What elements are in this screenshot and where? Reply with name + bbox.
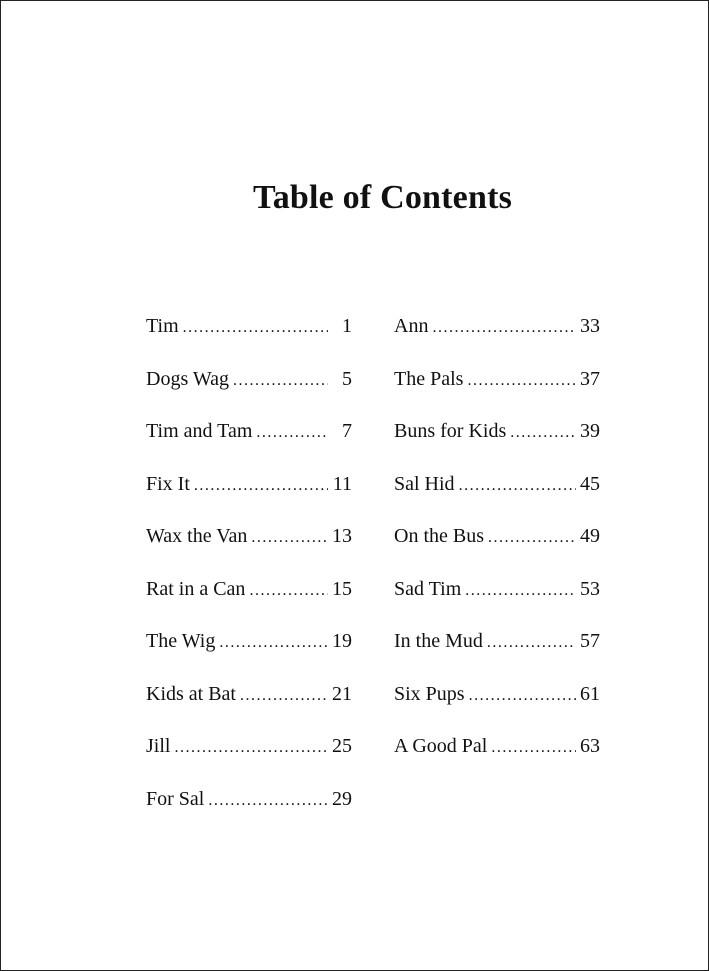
toc-entry-page: 37: [580, 367, 600, 390]
dot-leader: [488, 521, 576, 555]
toc-entry-title: Sad Tim: [394, 577, 462, 600]
toc-entry-title: The Pals: [394, 367, 464, 390]
toc-entry-title: A Good Pal: [394, 735, 488, 757]
toc-entry-page: 33: [580, 315, 600, 337]
toc-entry-title: Tim and Tam: [146, 420, 253, 442]
toc-entry: [394, 572, 600, 625]
page-title: Table of Contents: [252, 179, 513, 216]
toc-entry: [146, 677, 352, 730]
dot-leader: [256, 416, 328, 450]
toc-entry-page: 61: [580, 682, 600, 705]
toc-entry-title: Wax the Van: [146, 525, 248, 547]
toc-entry-page: 5: [342, 367, 352, 390]
dot-leader: [208, 784, 328, 818]
toc-entry: [394, 362, 600, 415]
dot-leader: [251, 521, 328, 555]
dot-leader: [432, 311, 576, 345]
toc-entry: [394, 467, 600, 520]
toc-entry-page: 45: [580, 472, 600, 495]
dot-leader: [469, 679, 576, 713]
toc-entry: [146, 729, 352, 782]
toc-entry-page: 39: [580, 420, 600, 442]
toc-entry: [146, 362, 352, 415]
dot-leader: [465, 574, 576, 608]
toc-entry-page: 21: [332, 682, 352, 705]
toc-entry-title: Kids at Bat: [146, 682, 236, 705]
toc-entry-title: Six Pups: [394, 682, 465, 705]
toc-entry-page: 19: [332, 630, 352, 652]
toc-entry-page: 63: [580, 735, 600, 757]
dot-leader: [240, 679, 328, 713]
toc-entry: [146, 414, 352, 467]
toc-entry: [146, 519, 352, 572]
toc-entry-page: 15: [332, 577, 352, 600]
toc-entry-page: 13: [332, 525, 352, 547]
dot-leader: [174, 731, 328, 765]
toc-entry: [146, 467, 352, 520]
toc-entry: [146, 309, 352, 362]
toc-entry: [146, 782, 352, 835]
toc-entry-title: Sal Hid: [394, 472, 455, 495]
toc-entry-page: 53: [580, 577, 600, 600]
dot-leader: [491, 731, 576, 765]
toc-entry-title: Tim: [146, 315, 179, 337]
toc-entry-page: 25: [332, 735, 352, 757]
toc-entry-page: 7: [342, 420, 352, 442]
dot-leader: [219, 626, 328, 660]
toc-entry: [146, 624, 352, 677]
toc-entry-title: Fix It: [146, 472, 190, 495]
toc-entry-page: 49: [580, 525, 600, 547]
toc-column-left: [146, 309, 352, 834]
dot-leader: [459, 469, 576, 503]
toc-entry-title: On the Bus: [394, 525, 484, 547]
toc-entry-title: Jill: [146, 735, 171, 757]
toc-entry: [394, 729, 600, 782]
toc-entry-title: The Wig: [146, 630, 216, 652]
toc-entry-page: 57: [580, 630, 600, 652]
toc-entry-page: 11: [332, 472, 352, 495]
toc-entry: [394, 309, 600, 362]
toc-entry-page: 29: [332, 787, 352, 810]
dot-leader: [183, 311, 328, 345]
toc-entry-title: In the Mud: [394, 630, 483, 652]
toc-entry-title: Buns for Kids: [394, 420, 507, 442]
toc-entry-title: For Sal: [146, 787, 205, 810]
toc-entry: [394, 519, 600, 572]
toc-entry: [394, 414, 600, 467]
toc-column-right: [394, 309, 600, 782]
dot-leader: [233, 364, 328, 398]
dot-leader: [194, 469, 328, 503]
toc-entry: [394, 624, 600, 677]
toc-entry-title: Rat in a Can: [146, 577, 246, 600]
dot-leader: [487, 626, 576, 660]
toc-entry-title: Ann: [394, 315, 429, 337]
toc-entry-title: Dogs Wag: [146, 367, 230, 390]
dot-leader: [510, 416, 576, 450]
toc-entry: [146, 572, 352, 625]
toc-entry-page: 1: [342, 315, 352, 337]
dot-leader: [467, 364, 576, 398]
dot-leader: [249, 574, 328, 608]
toc-entry: [394, 677, 600, 730]
